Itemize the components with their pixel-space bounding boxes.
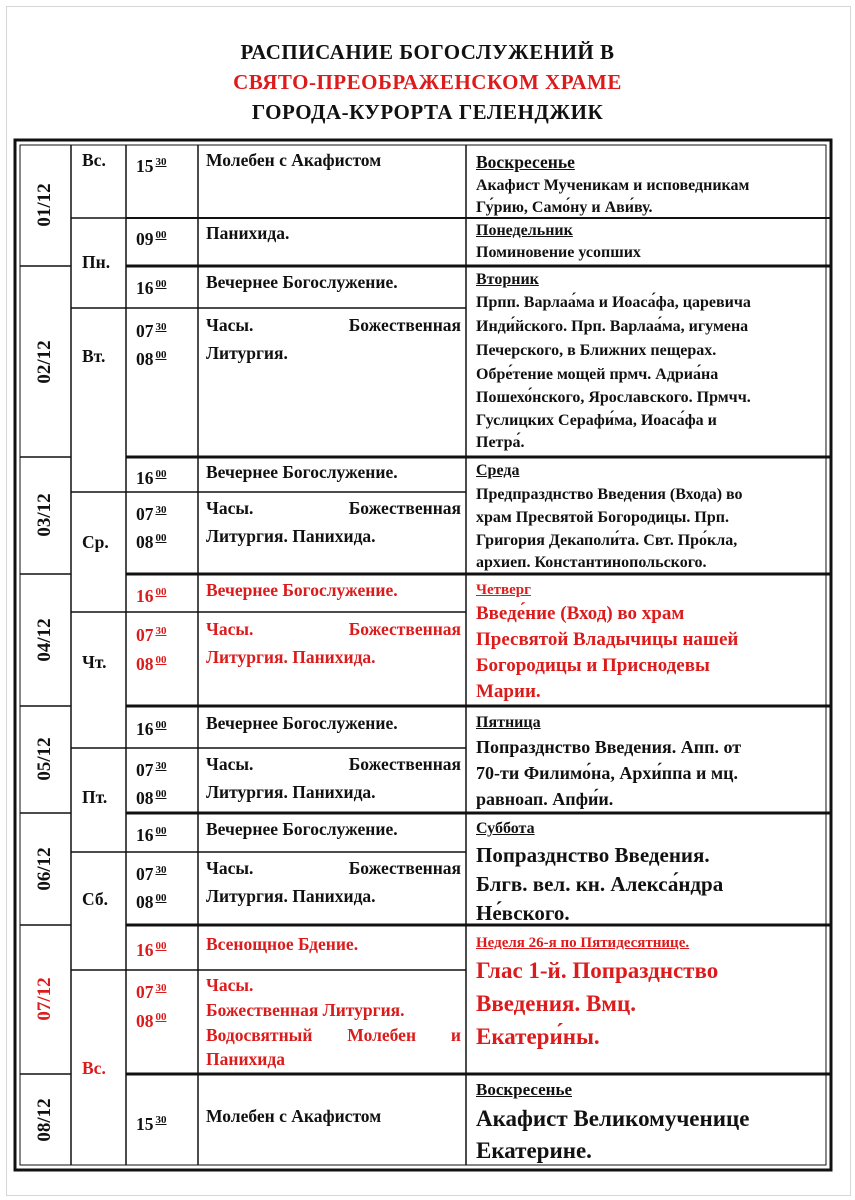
feast-line: Гуслицких Серафи́ма, Иоаса́фа и	[476, 412, 717, 429]
service-name: Вечернее Богослужение.	[206, 462, 398, 482]
weekday-tue: Вт.	[82, 346, 106, 366]
time: 08 $^{00}$	[136, 654, 167, 674]
time: 15 $^{30}$	[136, 156, 167, 176]
time: 16 $^{00}$	[136, 940, 167, 960]
day-name: Понедельник	[476, 222, 573, 239]
feast-line: Гу́рию, Само́ну и Ави́ву.	[476, 199, 653, 216]
day-name: Четверг	[476, 582, 531, 598]
date-08-12: 08/12	[34, 1098, 55, 1142]
feast-line: Екатерине.	[476, 1138, 592, 1163]
feast-line: Григория Декаполи́та. Свт. Про́кла,	[476, 532, 738, 549]
service-name: Панихида.	[206, 223, 290, 243]
service-name: Часы. Божественная	[206, 619, 461, 639]
weekday-fri: Пт.	[82, 787, 108, 807]
day-name: Среда	[476, 462, 520, 479]
feast-line: Пресвятой Владычицы нашей	[476, 629, 739, 650]
service-name: Вечернее Богослужение.	[206, 713, 398, 733]
time: 16 $^{00}$	[136, 825, 167, 845]
time: 15 $^{30}$	[136, 1114, 167, 1134]
time: 07 $^{30}$	[136, 625, 167, 645]
service-name: Водосвятный Молебен и	[206, 1025, 461, 1045]
date-03-12: 03/12	[34, 493, 55, 537]
day-name: Воскресенье	[476, 1080, 573, 1099]
day-name: Вторник	[476, 271, 539, 288]
service-name: Божественная Литургия.	[206, 1000, 405, 1020]
day-name: Воскресенье	[476, 152, 575, 172]
weekday-wed: Ср.	[82, 532, 109, 552]
date-02-12: 02/12	[34, 340, 55, 384]
service-name: Часы. Божественная	[206, 754, 461, 774]
feast-line: Глас 1-й. Попразднство	[476, 958, 719, 983]
title-line-3: ГОРОДА-КУРОРТА ГЕЛЕНДЖИК	[251, 100, 604, 124]
weekday-sun-1: Вс.	[82, 150, 106, 170]
time: 08 $^{00}$	[136, 349, 167, 369]
service-name: Литургия. Панихида.	[206, 526, 376, 546]
time: 16 $^{00}$	[136, 468, 167, 488]
service-name: Часы. Божественная	[206, 498, 461, 518]
service-name: Часы. Божественная	[206, 858, 461, 878]
day-name: Суббота	[476, 820, 535, 837]
time: 07 $^{30}$	[136, 321, 167, 341]
time: 16 $^{00}$	[136, 278, 167, 298]
weekday-sat: Сб.	[82, 889, 108, 909]
time: 09 $^{00}$	[136, 229, 167, 249]
title-line-1: РАСПИСАНИЕ БОГОСЛУЖЕНИЙ В	[240, 40, 615, 64]
service-name: Литургия.	[206, 343, 288, 363]
feast-line: Блгв. вел. кн. Алекса́ндра	[476, 872, 724, 896]
feast-line: Петра́.	[476, 434, 525, 451]
weekday-sun-2: Вс.	[82, 1058, 106, 1078]
feast-line: Инди́йского. Прп. Варлаа́ма, игумена	[476, 318, 749, 335]
date-05-12: 05/12	[34, 737, 55, 781]
service-name: Панихида	[206, 1049, 285, 1069]
date-07-12: 07/12	[34, 977, 55, 1021]
service-name: Вечернее Богослужение.	[206, 272, 398, 292]
weekday-mon: Пн.	[82, 252, 111, 272]
time: 07 $^{30}$	[136, 504, 167, 524]
feast-line: Екатери́ны.	[476, 1024, 600, 1049]
feast-line: Введе́ние (Вход) во храм	[476, 603, 685, 624]
time: 08 $^{00}$	[136, 788, 167, 808]
feast-line: Богородицы и Приснодевы	[476, 655, 710, 676]
service-name: Литургия. Панихида.	[206, 782, 376, 802]
service-name: Литургия. Панихида.	[206, 647, 376, 667]
feast-line: Акафист Великомученице	[476, 1106, 750, 1131]
feast-line: Попразднство Введения.	[476, 843, 710, 867]
service-name: Вечернее Богослужение.	[206, 580, 398, 600]
service-name: Часы.	[206, 975, 254, 995]
service-name: Вечернее Богослужение.	[206, 819, 398, 839]
time: 16 $^{00}$	[136, 719, 167, 739]
feast-line: архиеп. Константинопольского.	[476, 554, 707, 571]
date-01-12: 01/12	[34, 183, 55, 227]
time: 08 $^{00}$	[136, 1011, 167, 1031]
feast-line: Не́вского.	[476, 901, 570, 925]
day-name: Неделя 26-я по Пятидесятнице.	[476, 935, 690, 951]
weekday-thu: Чт.	[82, 652, 107, 672]
day-name: Пятница	[476, 714, 541, 731]
date-06-12: 06/12	[34, 847, 55, 891]
feast-line: Поминовение усопших	[476, 244, 641, 261]
time: 08 $^{00}$	[136, 532, 167, 552]
service-name: Молебен с Акафистом	[206, 150, 382, 170]
feast-line: Прпп. Варлаа́ма и Иоаса́фа, царевича	[476, 294, 751, 311]
feast-line: Обре́тение мощей прмч. Адриа́на	[476, 366, 719, 383]
feast-line: Печерского, в Ближних пещерах.	[476, 342, 717, 359]
time: 07 $^{30}$	[136, 760, 167, 780]
service-name: Часы. Божественная	[206, 315, 461, 335]
time: 07 $^{30}$	[136, 864, 167, 884]
feast-line: Марии.	[476, 681, 541, 702]
date-04-12: 04/12	[34, 618, 55, 662]
feast-line: Акафист Мученикам и исповедникам	[476, 177, 750, 194]
service-name: Литургия. Панихида.	[206, 886, 376, 906]
service-name: Всенощное Бдение.	[206, 934, 359, 954]
feast-line: Попразднство Введения. Апп. от	[476, 737, 742, 757]
title-line-2: СВЯТО-ПРЕОБРАЖЕНСКОМ ХРАМЕ	[233, 70, 622, 94]
feast-line: Предпразднство Введения (Входа) во	[476, 486, 743, 503]
time: 07 $^{30}$	[136, 982, 167, 1002]
feast-line: 70-ти Филимо́на, Архи́ппа и мц.	[476, 763, 739, 783]
service-name: Молебен с Акафистом	[206, 1106, 382, 1126]
time: 08 $^{00}$	[136, 892, 167, 912]
feast-line: храм Пресвятой Богородицы. Прп.	[476, 509, 729, 526]
feast-line: равноап. Апфи́и.	[476, 789, 614, 809]
time: 16 $^{00}$	[136, 586, 167, 606]
feast-line: Пошехо́нского, Ярославского. Прмчч.	[476, 389, 751, 406]
feast-line: Введения. Вмц.	[476, 991, 636, 1016]
